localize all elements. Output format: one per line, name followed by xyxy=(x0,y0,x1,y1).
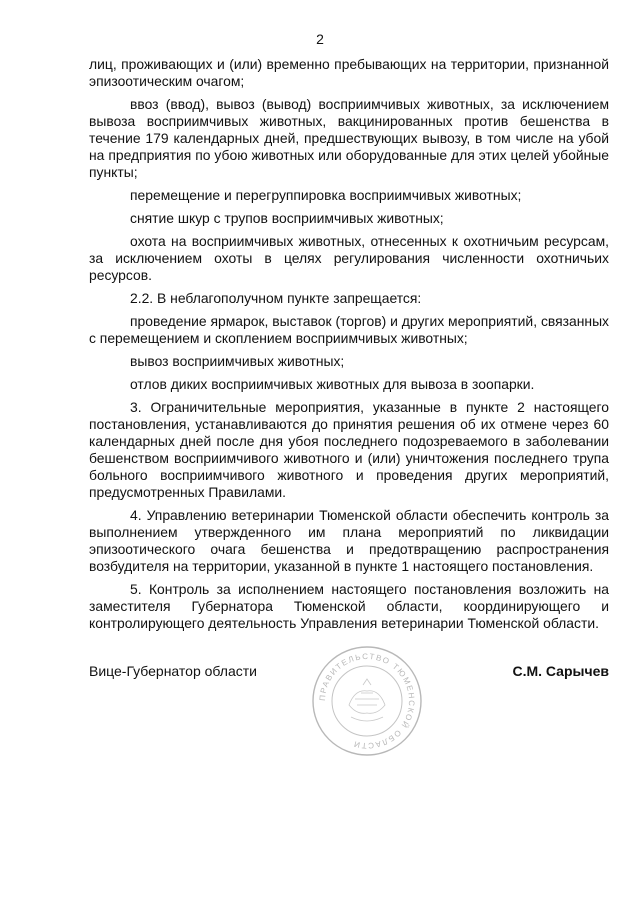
paragraph: проведение ярмарок, выставок (торгов) и других мероприятий, связанных с перемещением и скоплением восприимчивых животных; xyxy=(89,313,609,346)
page-number: 2 xyxy=(316,31,324,47)
paragraph: 4. Управлению ветеринарии Тюменской области обеспечить контроль за выполнением утвержденного им плана мероприятий по ликвидации эпизоотического очага бешенства и предотвращению распространения возбудителя на территории, указанной в пункте 1 настоящего постановления. xyxy=(89,507,609,574)
svg-text:ПРАВИТЕЛЬСТВО ТЮМЕНСКОЙ ОБЛАСТ xyxy=(318,652,416,750)
paragraph: ввоз (ввод), вывоз (вывод) восприимчивых животных, за исключением вывоза восприимчивых животных, вакцинированных против бешенства в течение 179 календарных дней, предшествующих вывозу, в том числе на убой на предприятия по убою животных или оборудованные для этих целей убойные пункты; xyxy=(89,96,609,180)
document-body xyxy=(89,56,609,638)
paragraph: снятие шкур с трупов восприимчивых животных; xyxy=(130,210,444,226)
signer-name: С.М. Сарычев xyxy=(512,663,609,679)
signer-title: Вице-Губернатор области xyxy=(89,663,257,679)
seal-text: ПРАВИТЕЛЬСТВО ТЮМЕНСКОЙ ОБЛАСТИ xyxy=(317,651,417,751)
paragraph: охота на восприимчивых животных, отнесенных к охотничьим ресурсам, за исключением охоты в целях регулирования численности охотничьих ресурсов. xyxy=(89,233,609,283)
paragraph: перемещение и перегруппировка восприимчивых животных; xyxy=(130,187,522,203)
paragraph: отлов диких восприимчивых животных для вывоза в зоопарки. xyxy=(130,376,535,392)
paragraph: 3. Ограничительные мероприятия, указанные в пункте 2 настоящего постановления, устанавливаются до принятия решения об их отмене через 60 календарных дней после дня убоя последнего подозреваемого в заболевании бешенством восприимчивого животного и (или) уничтожения последнего трупа больного восприимчивого животного и проведения других мероприятий, предусмотренных Правилами. xyxy=(89,399,609,500)
paragraph: 2.2. В неблагополучном пункте запрещается: xyxy=(130,290,422,306)
official-seal-icon xyxy=(311,645,423,757)
paragraph: 5. Контроль за исполнением настоящего постановления возложить на заместителя Губернатора Тюменской области, координирующего и контролирующего деятельность Управления ветеринарии Тюменской области. xyxy=(89,581,609,631)
paragraph: лиц, проживающих и (или) временно пребывающих на территории, признанной эпизоотическим очагом; xyxy=(89,56,609,89)
paragraph: вывоз восприимчивых животных; xyxy=(130,353,345,369)
